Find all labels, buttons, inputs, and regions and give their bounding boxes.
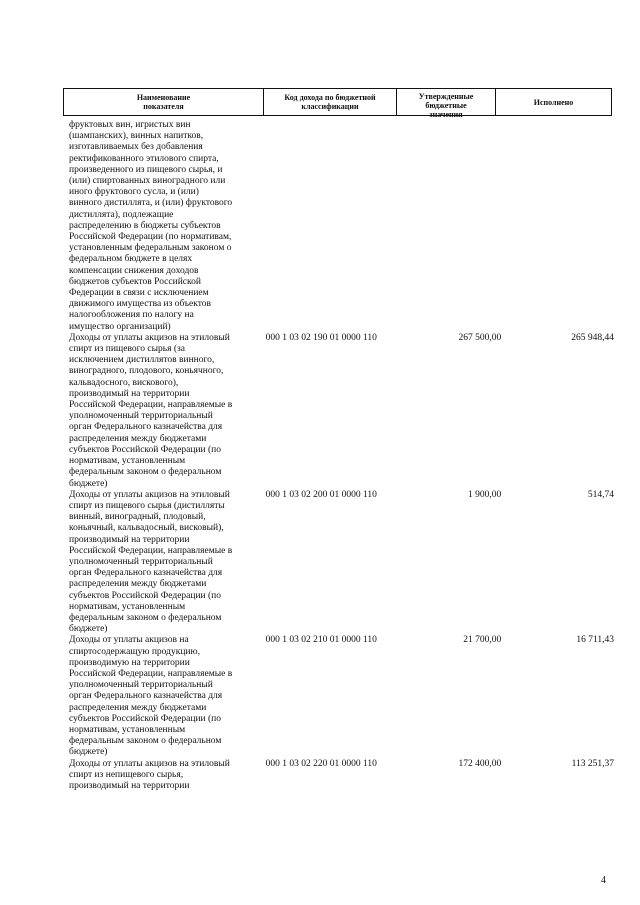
header-approved-label: Утвержденные бюджетные значения xyxy=(418,91,474,119)
row-code: 000 1 03 02 210 01 0000 110 xyxy=(265,635,377,646)
table-header xyxy=(63,88,612,119)
table-row xyxy=(69,635,614,758)
header-executed-cell xyxy=(495,89,611,115)
row-name: Доходы от уплаты акцизов на спиртосодержащую продукцию, производимую на территории Российской Федерации, направляемые в уполномоченный территориальный орган Федерального казначейства для распределения между бюджетами субъектов Российской Федерации (по нормативам, установленным федеральным законом о федеральном бюджете) xyxy=(69,635,233,758)
row-approved: 21 700,00 xyxy=(463,635,502,646)
row-executed: 514,74 xyxy=(587,489,615,500)
header-executed-label: Исполнено xyxy=(533,97,574,107)
header-code-cell xyxy=(263,89,396,115)
table-row xyxy=(69,333,614,490)
table-row xyxy=(69,490,614,636)
row-name: Доходы от уплаты акцизов на этиловый спирт из пищевого сырья (за исключением дистиллятов винного, виноградного, плодового, коньячного, кальвадосного, вискового), производимый на территории Российской Федерации, направляемые в уполномоченный территориальный орган Федерального казначейства для распределения между бюджетами субъектов Российской Федерации (по нормативам, установленным федеральным законом о федеральном бюджете) xyxy=(69,332,233,489)
row-approved: 1 900,00 xyxy=(467,489,502,500)
header-name-cell xyxy=(64,89,263,115)
header-approved-cell xyxy=(396,89,495,119)
row-approved: 172 400,00 xyxy=(458,758,502,769)
row-executed: 265 948,44 xyxy=(571,332,615,343)
row-code: 000 1 03 02 220 01 0000 110 xyxy=(265,758,377,769)
row-code: 000 1 03 02 190 01 0000 110 xyxy=(265,332,377,343)
row-executed: 113 251,37 xyxy=(571,758,615,769)
row-name: Доходы от уплаты акцизов на этиловый спирт из пищевого сырья (дистилляты винный, виноградный, плодовый, коньячный, кальвадосный, висковый), производимый на территории Российской Федерации, направляемые в уполномоченный территориальный орган Федерального казначейства для распределения между бюджетами субъектов Российской Федерации (по нормативам, установленным федеральным законом о федеральном бюджете) xyxy=(69,489,233,635)
header-code-label: Код дохода по бюджетной классификации xyxy=(284,93,376,111)
row-name: фруктовых вин, игристых вин (шампанских), винных напитков, изготавливаемых без добавления ректификованного этилового спирта, произведенного из пищевого сырья, и (или) спиртованных виноградного или иного фруктового сусла, и (или) винного дистиллята, и (или) фруктового дистиллята), подлежащие распределению в бюджеты субъектов Российской Федерации (по нормативам, установленным федеральным законом о федеральном бюджете в целях компенсации снижения доходов бюджетов субъектов Российской Федерации в связи с исключением движимого имущества из объектов налогообложения по налогу на имущество организаций) xyxy=(69,120,233,332)
header-name-label: Наименование показателя xyxy=(136,93,191,111)
row-executed: 16 711,43 xyxy=(576,635,615,646)
table-body xyxy=(69,120,614,792)
row-code: 000 1 03 02 200 01 0000 110 xyxy=(265,489,377,500)
page-number: 4 xyxy=(601,875,606,886)
table-row xyxy=(69,120,614,333)
row-name: Доходы от уплаты акцизов на этиловый спирт из непищевого сырья, производимый на территории xyxy=(69,758,230,791)
row-approved: 267 500,00 xyxy=(458,332,502,343)
table-row xyxy=(69,759,614,793)
